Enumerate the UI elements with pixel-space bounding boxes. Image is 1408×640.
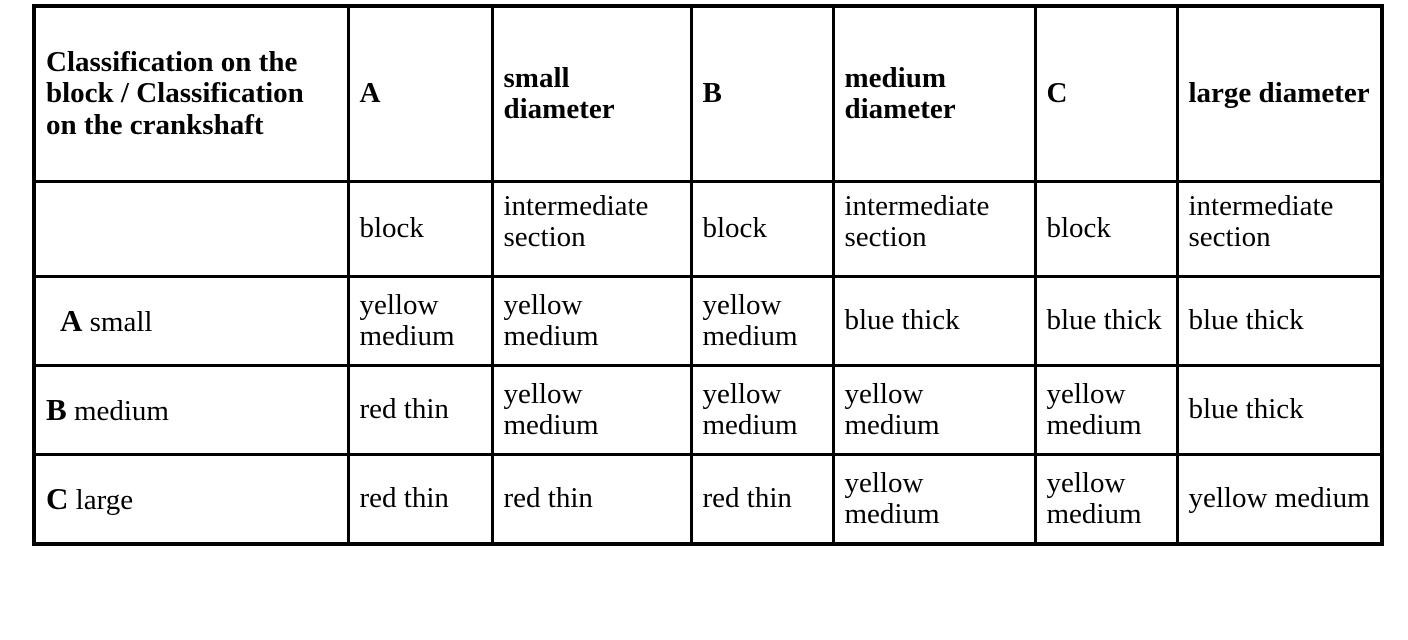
table-row bbox=[34, 455, 1382, 545]
table-cell: yellow medium bbox=[1035, 366, 1177, 455]
table-cell: red thin bbox=[348, 455, 492, 545]
row-header bbox=[34, 366, 348, 455]
table-cell: yellow medium bbox=[348, 277, 492, 366]
corner-header: Classification on the block / Classification on the crankshaft bbox=[34, 6, 348, 182]
row-word: small bbox=[89, 305, 153, 338]
row-letter: B bbox=[46, 391, 67, 427]
table-cell: blue thick bbox=[1177, 277, 1382, 366]
table-row bbox=[34, 277, 1382, 366]
column-header-small-diameter: small diameter bbox=[492, 6, 691, 182]
subheader-intermediate-large: intermediate section bbox=[1177, 182, 1382, 277]
table-cell: yellow medium bbox=[833, 366, 1035, 455]
table-cell: blue thick bbox=[1035, 277, 1177, 366]
row-header bbox=[34, 455, 348, 545]
table-cell: red thin bbox=[492, 455, 691, 545]
table-cell: yellow medium bbox=[1177, 455, 1382, 545]
table-row bbox=[34, 366, 1382, 455]
row-letter: A bbox=[60, 302, 83, 338]
classification-table bbox=[32, 4, 1384, 546]
table-cell: yellow medium bbox=[691, 366, 833, 455]
subheader-empty-cell bbox=[34, 182, 348, 277]
table-cell: red thin bbox=[348, 366, 492, 455]
table-cell: yellow medium bbox=[691, 277, 833, 366]
subheader-intermediate-medium: intermediate section bbox=[833, 182, 1035, 277]
subheader-block-b: block bbox=[691, 182, 833, 277]
row-letter: C bbox=[46, 480, 69, 516]
row-word: medium bbox=[73, 394, 169, 427]
column-header-a: A bbox=[348, 6, 492, 182]
table-cell: yellow medium bbox=[492, 277, 691, 366]
row-word: large bbox=[75, 483, 134, 516]
table-cell: yellow medium bbox=[833, 455, 1035, 545]
subheader-row bbox=[34, 182, 1382, 277]
column-header-large-diameter: large diameter bbox=[1177, 6, 1382, 182]
table-cell: blue thick bbox=[833, 277, 1035, 366]
subheader-block-c: block bbox=[1035, 182, 1177, 277]
column-header-b: B bbox=[691, 6, 833, 182]
table-cell: red thin bbox=[691, 455, 833, 545]
subheader-intermediate-small: intermediate section bbox=[492, 182, 691, 277]
header-row bbox=[34, 6, 1382, 182]
row-header bbox=[34, 277, 348, 366]
table-cell: blue thick bbox=[1177, 366, 1382, 455]
column-header-medium-diameter: medium diameter bbox=[833, 6, 1035, 182]
table-cell: yellow medium bbox=[492, 366, 691, 455]
subheader-block-a: block bbox=[348, 182, 492, 277]
table-cell: yellow medium bbox=[1035, 455, 1177, 545]
column-header-c: C bbox=[1035, 6, 1177, 182]
